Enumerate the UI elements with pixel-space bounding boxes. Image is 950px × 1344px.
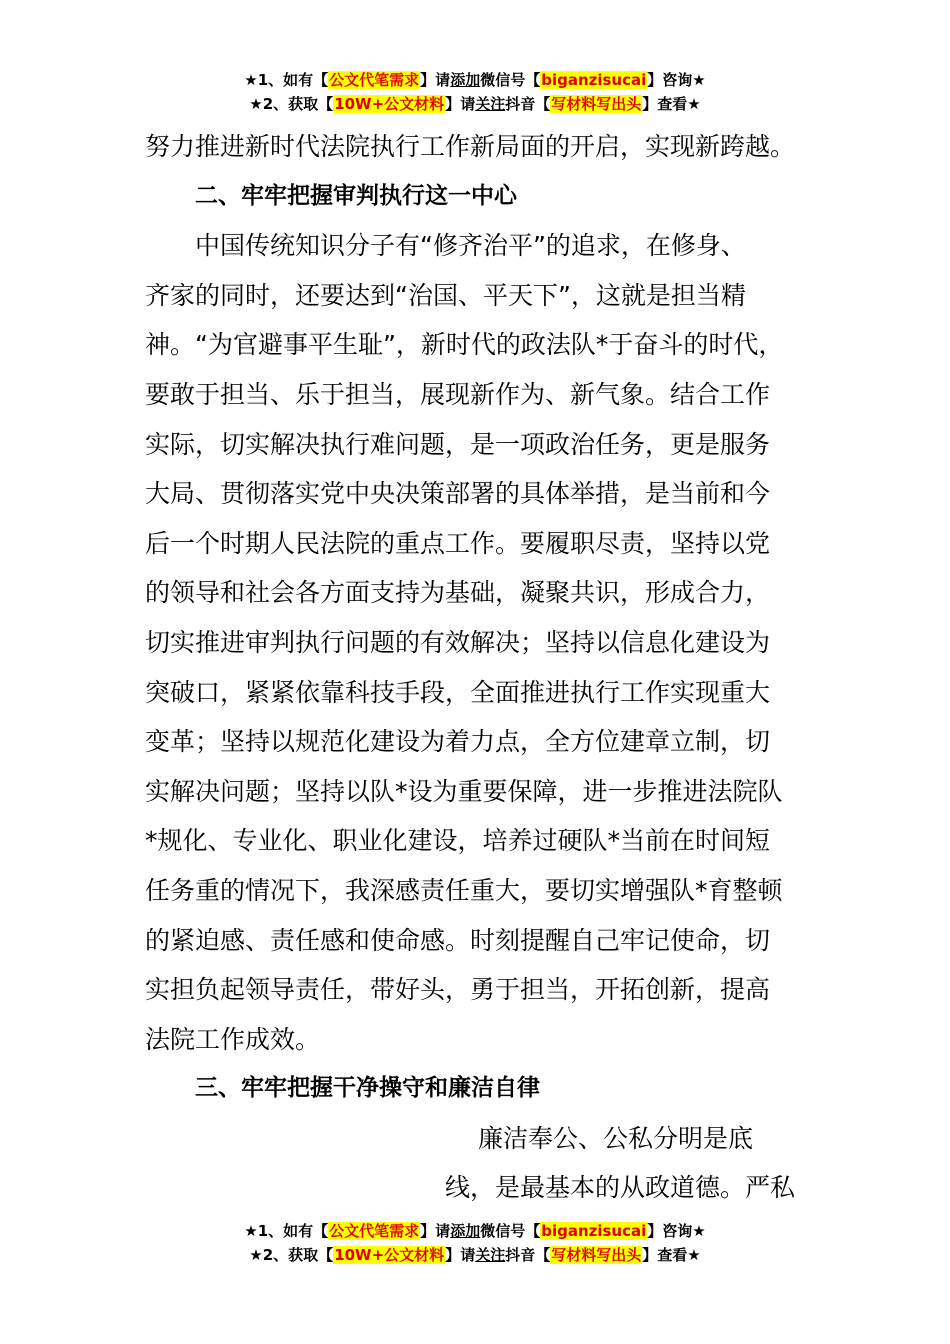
banner-text: 】查看★ [642,1246,701,1264]
banner-line-1 [0,68,950,92]
paragraph-line: 线，是最基本的从政道德。严私 [445,1173,796,1203]
banner-text: 抖音【 [505,95,551,113]
banner-text: 微信号【 [480,1222,541,1240]
paragraph-line: 大局、贯彻落实党中央决策部署的具体举措，是当前和今 [145,479,771,509]
paragraph-line: 后一个时期人民法院的重点工作。要履职尽责，坚持以党 [145,528,771,558]
paragraph-line: 努力推进新时代法院执行工作新局面的开启，实现新跨越。 [145,132,796,161]
underlined-text: 添加 [450,1222,481,1240]
paragraph-line: 的紧迫感、责任感和使命感。时刻提醒自己牢记使命，切 [145,925,771,955]
banner-text: 2、获取【 [262,95,334,113]
banner-text: 1、如有【 [257,71,329,89]
banner-text: 】请 [445,1246,476,1264]
banner-text: 】请 [420,71,451,89]
underlined-text: 关注 [475,95,506,113]
paragraph-line: 要敢于担当、乐于担当，展现新作为、新气象。结合工作 [145,379,771,409]
highlight-douyin: 写材料写出头 [551,1246,642,1264]
star-icon: ★ [249,1246,263,1264]
star-icon: ★ [244,71,258,89]
banner-text: 】咨询★ [647,1222,706,1240]
paragraph-line: 突破口，紧紧依靠科技手段，全面推进执行工作实现重大 [145,677,771,707]
paragraph-line: 齐家的同时，还要达到“治国、平天下”，这就是担当精 [145,280,746,310]
highlight-materials: 10W+公文材料 [334,95,445,113]
highlight-service: 公文代笔需求 [329,71,420,89]
highlight-service: 公文代笔需求 [329,1222,420,1240]
underlined-text: 添加 [450,71,481,89]
document-body [145,122,825,1213]
paragraph-line: 中国传统知识分子有“修齐治平”的追求，在修身、 [195,231,746,261]
paragraph-line: 廉洁奉公、公私分明是底 [478,1123,754,1153]
paragraph-line: 任务重的情况下，我深感责任重大，要切实增强队*育整顿 [145,875,783,905]
highlight-douyin: 写材料写出头 [551,95,642,113]
bottom-banner [0,1219,950,1267]
banner-line-2 [0,1243,950,1267]
paragraph-line: 实际，切实解决执行难问题，是一项政治任务，更是服务 [145,429,771,459]
banner-text: 1、如有【 [257,1222,329,1240]
paragraph-line: 切实推进审判执行问题的有效解决；坚持以信息化建设为 [145,627,771,657]
paragraph-line: 神。“为官避事平生耻”，新时代的政法队*于奋斗的时代， [145,330,784,360]
banner-text: 】请 [445,95,476,113]
banner-line-1 [0,1219,950,1243]
underlined-text: 关注 [475,1246,506,1264]
top-banner [0,68,950,116]
paragraph-line: 变革；坚持以规范化建设为着力点，全方位建章立制，切 [145,727,771,757]
highlight-wechat-id: biganzisucai [541,71,647,89]
banner-line-2 [0,92,950,116]
paragraph-line: 实解决问题；坚持以队*设为重要保障，进一步推进法院队 [145,776,783,806]
banner-text: 2、获取【 [262,1246,334,1264]
paragraph-line: 的领导和社会各方面支持为基础，凝聚共识，形成合力， [145,578,771,608]
banner-text: 抖音【 [505,1246,551,1264]
highlight-materials: 10W+公文材料 [334,1246,445,1264]
star-icon: ★ [249,95,263,113]
paragraph-line: *规化、专业化、职业化建设，培养过硬队*当前在时间短 [145,826,771,856]
paragraph-line: 法院工作成效。 [145,1024,321,1054]
banner-text: 】请 [420,1222,451,1240]
banner-text: 微信号【 [480,71,541,89]
banner-text: 】查看★ [642,95,701,113]
paragraph-line: 实担负起领导责任，带好头，勇于担当，开拓创新，提高 [145,975,771,1005]
section-heading-2: 二、牢牢把握审判执行这一中心 [195,182,517,209]
star-icon: ★ [244,1222,258,1240]
section-heading-3: 三、牢牢把握干净操守和廉洁自律 [195,1075,540,1102]
highlight-wechat-id: biganzisucai [541,1222,647,1240]
banner-text: 】咨询★ [647,71,706,89]
